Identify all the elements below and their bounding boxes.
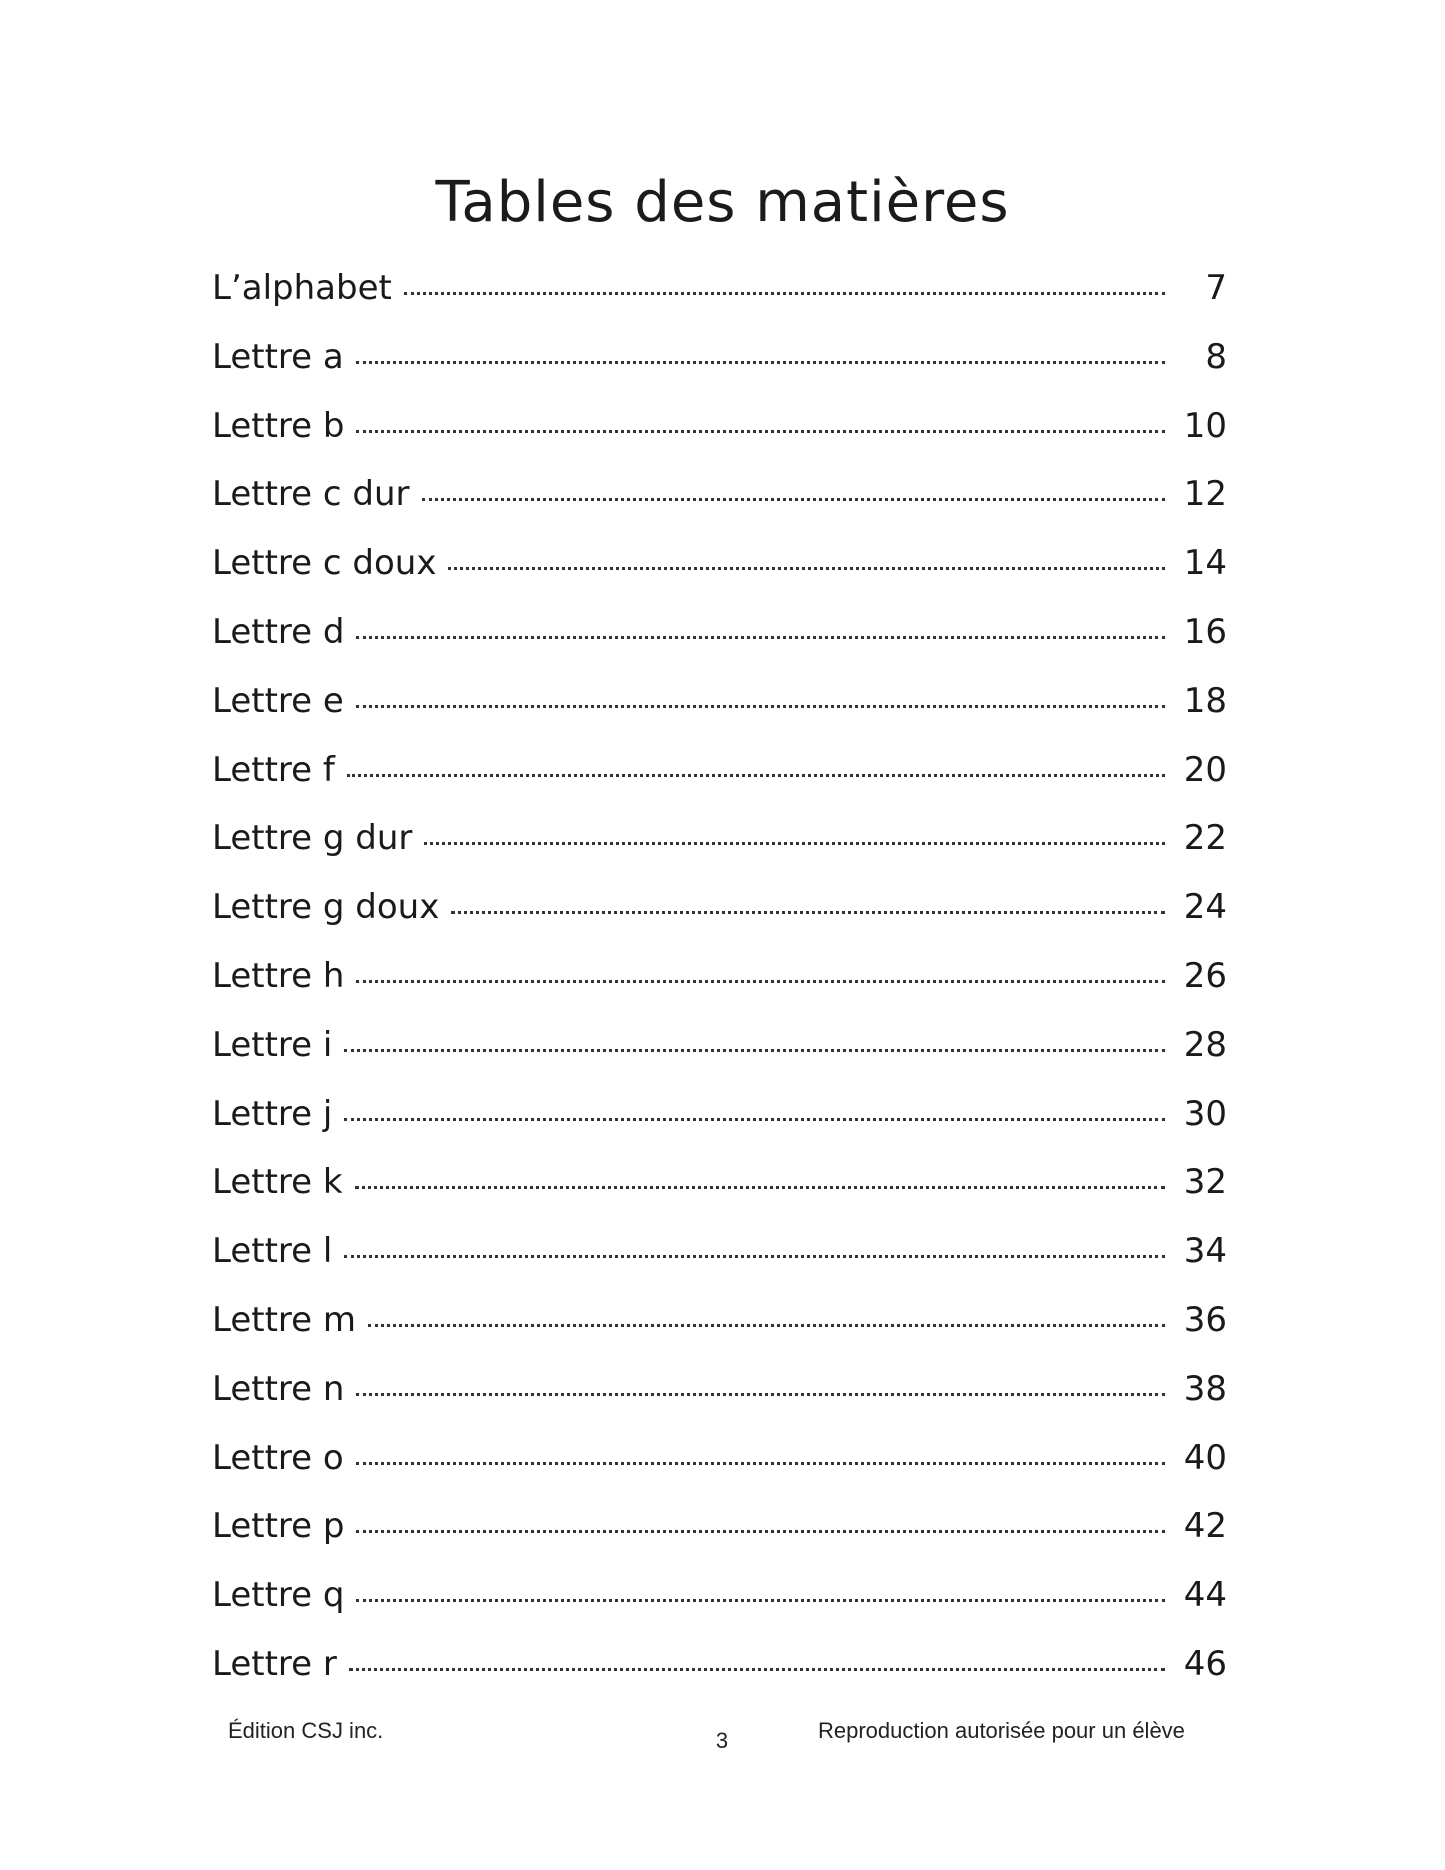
toc-leader-dots xyxy=(356,1599,1165,1602)
toc-entry-label: Lettre k xyxy=(212,1162,343,1203)
toc-entry xyxy=(212,956,1227,1025)
toc-entry-page: 42 xyxy=(1183,1506,1227,1547)
toc-entry xyxy=(212,1438,1227,1507)
toc-entry-page: 30 xyxy=(1183,1093,1227,1134)
toc-leader-dots xyxy=(347,774,1165,777)
toc-entry xyxy=(212,406,1227,475)
toc-leader-dots xyxy=(368,1324,1165,1327)
toc-entry xyxy=(212,1025,1227,1094)
table-of-contents xyxy=(212,268,1227,1713)
toc-entry xyxy=(212,1644,1227,1713)
toc-entry-label: Lettre l xyxy=(212,1231,333,1272)
footer-publisher: Édition CSJ inc. xyxy=(228,1718,384,1743)
toc-entry-page: 14 xyxy=(1183,543,1227,584)
toc-entry-label: Lettre c dur xyxy=(212,474,410,515)
toc-entry-label: Lettre q xyxy=(212,1575,345,1616)
toc-entry-label: Lettre i xyxy=(212,1024,333,1065)
toc-entry xyxy=(212,543,1227,612)
toc-entry-label: Lettre d xyxy=(212,611,345,652)
toc-entry-label: Lettre p xyxy=(212,1506,345,1547)
toc-entry xyxy=(212,268,1227,337)
toc-leader-dots xyxy=(356,430,1165,433)
toc-entry-page: 40 xyxy=(1183,1437,1227,1478)
toc-entry-page: 7 xyxy=(1205,268,1227,308)
toc-entry xyxy=(212,1094,1227,1163)
toc-entry-label: Lettre g dur xyxy=(212,818,413,859)
toc-leader-dots xyxy=(349,1668,1165,1671)
toc-entry-page: 12 xyxy=(1183,474,1227,515)
toc-entry-page: 38 xyxy=(1183,1368,1227,1409)
toc-entry xyxy=(212,1575,1227,1644)
toc-entry-label: Lettre b xyxy=(212,405,345,446)
footer-rights: Reproduction autorisée pour un élève xyxy=(818,1718,1185,1743)
toc-entry-label: Lettre a xyxy=(212,336,344,377)
toc-entry-page: 34 xyxy=(1183,1231,1227,1272)
toc-leader-dots xyxy=(424,842,1165,845)
toc-entry-label: Lettre o xyxy=(212,1437,344,1478)
toc-entry-label: Lettre m xyxy=(212,1299,357,1340)
toc-leader-dots xyxy=(344,1255,1165,1258)
toc-entry xyxy=(212,1300,1227,1369)
toc-entry-label: Lettre f xyxy=(212,749,335,790)
toc-entry-page: 18 xyxy=(1183,680,1227,721)
toc-entry-page: 46 xyxy=(1183,1643,1227,1684)
toc-entry xyxy=(212,1231,1227,1300)
toc-entry-page: 32 xyxy=(1183,1162,1227,1203)
toc-entry-page: 26 xyxy=(1183,955,1227,996)
toc-leader-dots xyxy=(356,361,1165,364)
toc-leader-dots xyxy=(448,567,1165,570)
toc-entry-label: Lettre g doux xyxy=(212,887,440,928)
toc-leader-dots xyxy=(356,636,1165,639)
toc-leader-dots xyxy=(356,705,1165,708)
toc-entry xyxy=(212,474,1227,543)
toc-entry-label: Lettre j xyxy=(212,1093,333,1134)
toc-leader-dots xyxy=(404,292,1165,295)
toc-leader-dots xyxy=(451,911,1165,914)
toc-entry-page: 44 xyxy=(1183,1575,1227,1616)
toc-entry-page: 8 xyxy=(1205,336,1227,377)
toc-entry xyxy=(212,1369,1227,1438)
toc-leader-dots xyxy=(356,1393,1165,1396)
toc-entry-page: 20 xyxy=(1183,749,1227,790)
toc-leader-dots xyxy=(355,1186,1165,1189)
toc-entry xyxy=(212,612,1227,681)
toc-entry-page: 28 xyxy=(1183,1024,1227,1065)
toc-entry xyxy=(212,1162,1227,1231)
toc-entry-label: Lettre c doux xyxy=(212,543,437,584)
toc-entry-label: Lettre n xyxy=(212,1368,345,1409)
page-title: Tables des matières xyxy=(435,170,1010,235)
toc-entry xyxy=(212,681,1227,750)
toc-entry-page: 10 xyxy=(1183,405,1227,446)
toc-leader-dots xyxy=(344,1049,1165,1052)
toc-entry-page: 24 xyxy=(1183,887,1227,928)
toc-leader-dots xyxy=(344,1118,1165,1121)
toc-leader-dots xyxy=(356,1530,1165,1533)
toc-entry xyxy=(212,750,1227,819)
toc-entry-label: Lettre e xyxy=(212,680,344,721)
footer-page-number: 3 xyxy=(715,1728,729,1753)
toc-entry-label: Lettre h xyxy=(212,955,345,996)
toc-entry xyxy=(212,337,1227,406)
toc-leader-dots xyxy=(356,980,1165,983)
toc-entry-page: 16 xyxy=(1183,611,1227,652)
toc-entry-label: Lettre r xyxy=(212,1643,337,1684)
toc-leader-dots xyxy=(422,498,1166,501)
toc-entry-page: 22 xyxy=(1183,818,1227,859)
toc-entry xyxy=(212,818,1227,887)
toc-leader-dots xyxy=(356,1462,1165,1465)
toc-entry-label: L’alphabet xyxy=(212,268,392,308)
toc-entry xyxy=(212,1506,1227,1575)
toc-entry-page: 36 xyxy=(1183,1299,1227,1340)
toc-entry xyxy=(212,887,1227,956)
